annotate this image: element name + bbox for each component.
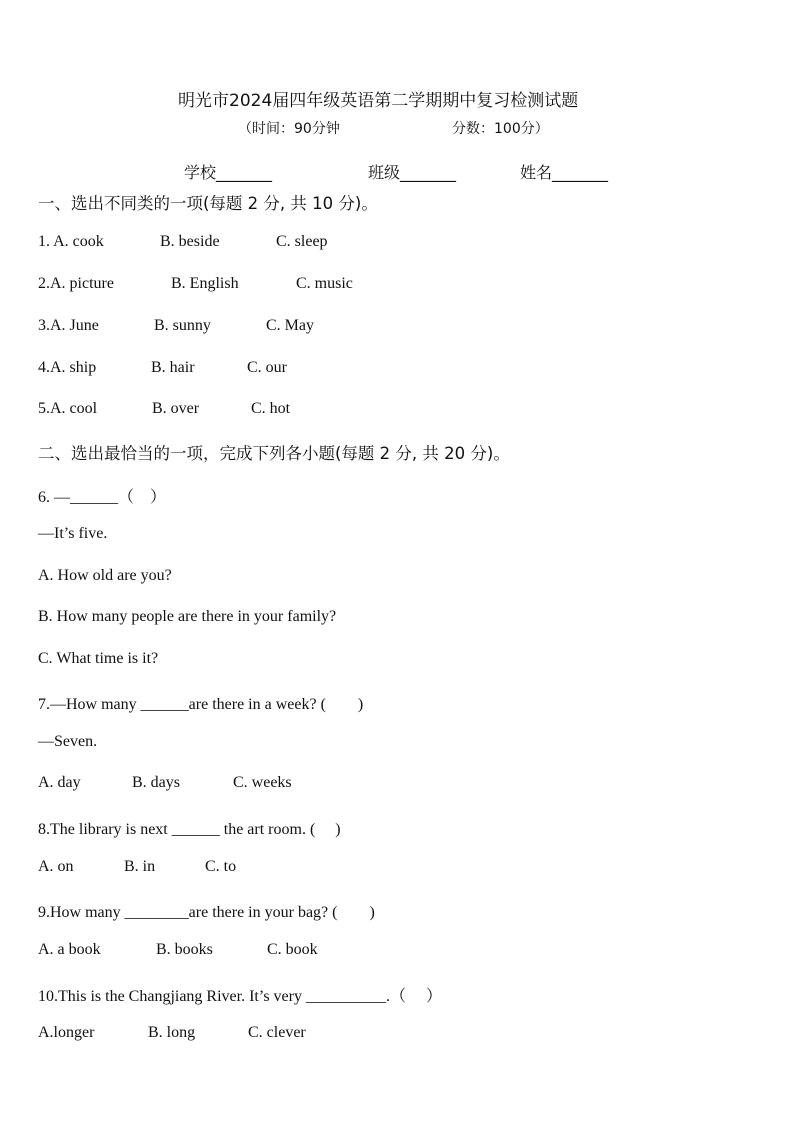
q6-option-b: B. How many people are there in your family? — [38, 608, 337, 625]
time-label: （时间：90分钟 — [238, 121, 340, 137]
q10-option-c: C. clever — [248, 1024, 306, 1041]
q9-option-a: A. a book — [38, 941, 101, 958]
q2-option-c: C. music — [296, 275, 353, 292]
q5-option-b: B. over — [152, 400, 200, 417]
page-title: 明光市2024届四年级英语第二学期期中复习检测试题 — [178, 91, 579, 111]
name-field: 姓名_______ — [520, 163, 609, 182]
q8-option-c: C. to — [205, 858, 237, 875]
q9-option-c: C. book — [267, 941, 318, 958]
q10-stem: 10.This is the Changjiang River. It’s very __________.（ ） — [38, 988, 442, 1005]
q8-stem: 8.The library is next ______ the art room. ( ) — [38, 821, 341, 838]
q7-option-b: B. days — [132, 774, 180, 791]
school-field: 学校_______ — [184, 163, 273, 182]
q6-option-c: C. What time is it? — [38, 650, 159, 667]
q6-stem: 6. —______（ ） — [38, 489, 167, 506]
q4-option-b: B. hair — [151, 359, 195, 376]
q10-option-b: B. long — [148, 1024, 196, 1041]
section1-heading: 一、选出不同类的一项(每题 2 分, 共 10 分)。 — [38, 194, 378, 213]
q2-option-b: B. English — [171, 275, 239, 292]
q7-option-a: A. day — [38, 774, 81, 791]
q7-option-c: C. weeks — [233, 774, 292, 791]
q8-option-a: A. on — [38, 858, 74, 875]
score-label: 分数：100分） — [452, 121, 549, 137]
q5-option-c: C. hot — [251, 400, 291, 417]
q4-option-c: C. our — [247, 359, 287, 376]
section2-heading: 二、选出最恰当的一项，完成下列各小题(每题 2 分, 共 20 分)。 — [38, 444, 510, 463]
q9-stem: 9.How many ________are there in your bag? ( ) — [38, 904, 375, 921]
q1-option-b: B. beside — [160, 233, 220, 250]
q8-option-b: B. in — [124, 858, 156, 875]
q10-option-a: A.longer — [38, 1024, 95, 1041]
q7-stem: 7.—How many ______are there in a week? ( ) — [38, 696, 364, 713]
q2-option-a: 2.A. picture — [38, 275, 114, 292]
q4-option-a: 4.A. ship — [38, 359, 97, 376]
q3-option-c: C. May — [266, 317, 314, 334]
q9-option-b: B. books — [156, 941, 213, 958]
q5-option-a: 5.A. cool — [38, 400, 98, 417]
q3-option-b: B. sunny — [154, 317, 211, 334]
q7-answer: —Seven. — [38, 733, 98, 750]
class-field: 班级_______ — [368, 163, 457, 182]
q6-option-a: A. How old are you? — [38, 567, 172, 584]
q6-answer: —It’s five. — [38, 525, 108, 542]
q3-option-a: 3.A. June — [38, 317, 99, 334]
q1-option-c: C. sleep — [276, 233, 328, 250]
q1-option-a: 1. A. cook — [38, 233, 104, 250]
